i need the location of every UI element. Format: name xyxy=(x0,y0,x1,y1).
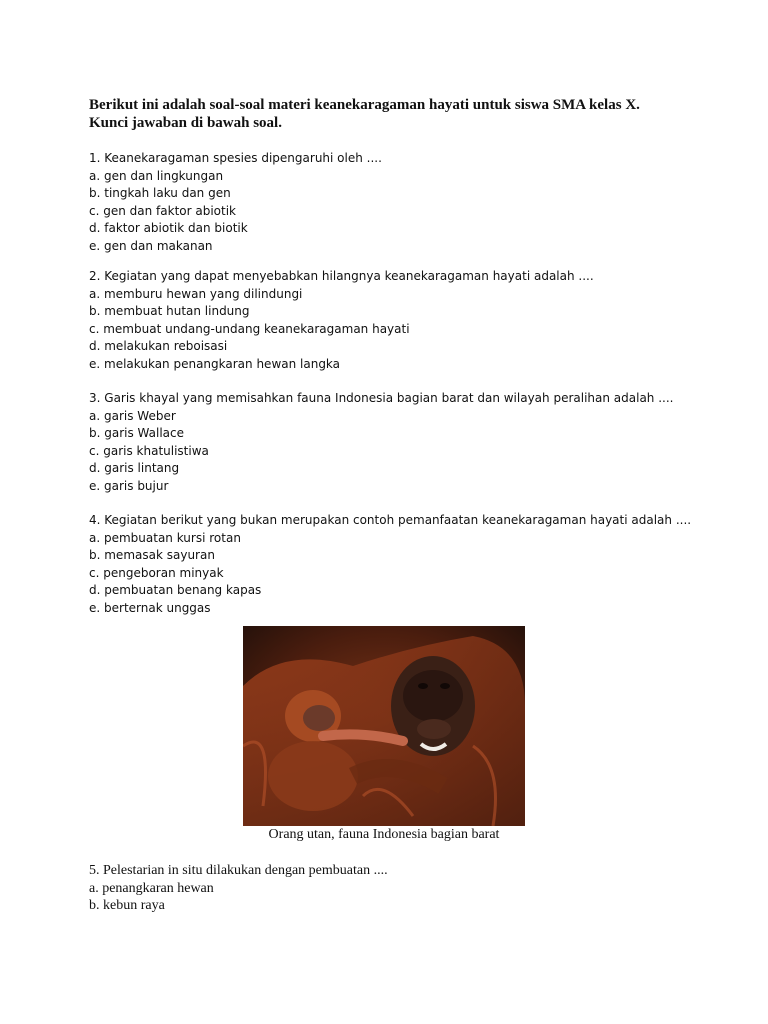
question-text: 2. Kegiatan yang dapat menyebabkan hilangnya keanekaragaman hayati adalah .... xyxy=(89,269,594,283)
option-d: d. melakukan reboisasi xyxy=(89,339,228,354)
option-b: b. memasak sayuran xyxy=(89,548,215,563)
question-1 xyxy=(89,150,729,256)
option-e: e. gen dan makanan xyxy=(89,238,213,253)
question-text: 5. Pelestarian in situ dilakukan dengan pembuatan .... xyxy=(89,863,388,878)
option-e: e. garis bujur xyxy=(89,478,169,493)
option-d: d. pembuatan benang kapas xyxy=(89,583,262,598)
question-5 xyxy=(89,862,729,915)
option-b: b. tingkah laku dan gen xyxy=(89,186,231,201)
option-a: a. penangkaran hewan xyxy=(89,880,214,896)
option-e: e. berternak unggas xyxy=(89,600,211,615)
option-a: a. memburu hewan yang dilindungi xyxy=(89,286,303,301)
option-a: a. garis Weber xyxy=(89,408,176,423)
question-4 xyxy=(89,512,729,618)
heading-line-2: Kunci jawaban di bawah soal. xyxy=(89,115,282,131)
figure-caption: Orang utan, fauna Indonesia bagian barat xyxy=(268,827,500,842)
option-c: c. membuat undang-undang keanekaragaman hayati xyxy=(89,321,410,336)
option-c: c. gen dan faktor abiotik xyxy=(89,203,236,218)
option-a: a. pembuatan kursi rotan xyxy=(89,530,241,545)
orangutan-photo xyxy=(243,626,525,826)
document-heading xyxy=(89,96,709,132)
heading-line-1: Berikut ini adalah soal-soal materi keanekaragaman hayati untuk siswa SMA kelas X. xyxy=(89,97,640,113)
option-d: d. garis lintang xyxy=(89,461,180,476)
question-2 xyxy=(89,268,729,374)
option-c: c. pengeboran minyak xyxy=(89,565,224,580)
question-text: 1. Keanekaragaman spesies dipengaruhi oleh .... xyxy=(89,151,382,165)
orangutan-illustration xyxy=(243,626,525,826)
option-d: d. faktor abiotik dan biotik xyxy=(89,221,248,236)
option-b: b. membuat hutan lindung xyxy=(89,304,250,319)
option-b: b. kebun raya xyxy=(89,898,165,913)
question-3 xyxy=(89,390,729,496)
option-e: e. melakukan penangkaran hewan langka xyxy=(89,356,341,371)
option-a: a. gen dan lingkungan xyxy=(89,168,224,183)
question-text: 4. Kegiatan berikut yang bukan merupakan contoh pemanfaatan keanekaragaman hayati adalah .... xyxy=(89,513,692,527)
option-b: b. garis Wallace xyxy=(89,426,185,441)
question-text: 3. Garis khayal yang memisahkan fauna Indonesia bagian barat dan wilayah peralihan adalah .... xyxy=(89,391,674,405)
option-c: c. garis khatulistiwa xyxy=(89,443,209,458)
